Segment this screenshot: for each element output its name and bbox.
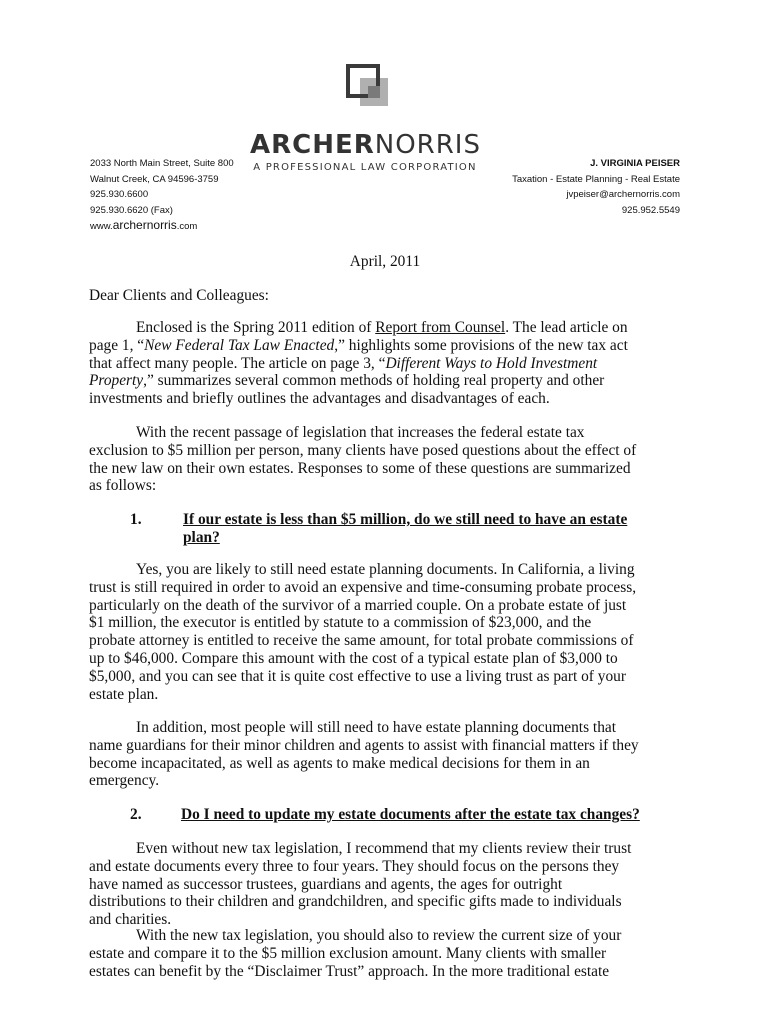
newsletter-title: Report from Counsel <box>375 319 506 336</box>
attorney-contact <box>512 156 680 218</box>
question-text-2: Do I need to update my estate documents after the estate tax changes? <box>181 806 640 823</box>
firm-address <box>90 156 234 235</box>
attorney-name: J. VIRGINIA PEISER <box>590 158 680 169</box>
firm-fax: 925.930.6620 (Fax) <box>90 204 173 216</box>
paragraph-answer-1a: Yes, you are likely to still need estate planning documents. In California, a living trust is still required in order to avoid an expensive and time-consuming probate process, particularly on the death of the survivor of a married couple. On a probate estate of just $1 million, the executor is entitled by statute to a commission of $23,000, and the probate attorney is entitled to receive the same amount, for total probate commissions of up to $46,000. Compare this amount with the cost of a typical estate plan of $3,000 to $5,000, and you can see that it is quite cost effective to use a living trust as part of your estate plan. <box>89 561 637 703</box>
salutation: Dear Clients and Colleagues: <box>89 287 269 304</box>
address-line-1: 2033 North Main Street, Suite 800 <box>90 158 234 169</box>
logo-square-icon <box>346 64 390 108</box>
paragraph-answer-1b: In addition, most people will still need to have estate planning documents that name guardians for their minor children and agents to assist with financial matters if they become incapacitated, as well as agents to make medical decisions for them in an emergency. <box>89 719 639 790</box>
attorney-practice: Taxation - Estate Planning - Real Estate <box>512 173 680 185</box>
article-title-2: Different Ways to Hold Investment Property <box>89 354 598 390</box>
attorney-phone: 925.952.5549 <box>621 204 680 216</box>
article-title-1: New Federal Tax Law Enacted <box>144 336 335 354</box>
address-line-2: Walnut Creek, CA 94596-3759 <box>90 173 219 185</box>
attorney-email[interactable]: jvpeiser@archernorris.com <box>566 189 680 200</box>
question-number-1: 1. <box>130 511 142 528</box>
firm-phone: 925.930.6600 <box>90 189 149 200</box>
logo-wordmark: ARCHERNORRIS <box>250 130 481 160</box>
letter-date: April, 2011 <box>349 253 421 270</box>
question-number-2: 2. <box>130 806 142 823</box>
logo-tagline: A PROFESSIONAL LAW CORPORATION <box>253 162 477 173</box>
firm-logo <box>250 56 480 186</box>
paragraph-context: With the recent passage of legislation that increases the federal estate tax exclusion to $5 million per person, many clients have posed questions about the effect of the new law on their own estates. Responses to some of these questions are summarized as follows: <box>89 424 637 495</box>
question-text-1: If our estate is less than $5 million, do we still need to have an estate plan? <box>183 511 628 546</box>
paragraph-answer-2b: With the new tax legislation, you should also to review the current size of your estate and compare it to the $5 million exclusion amount. Many clients with smaller estates can benefit by the “Disclaimer Trust” approach. In the more traditional estate <box>89 927 622 980</box>
paragraph-intro: Enclosed is the Spring 2011 edition of Report from Counsel. The lead article on page 1, “New Federal Tax Law Enacted,” highlights some provisions of the new tax act that affect many people. The article on page 3, “Different Ways to Hold Investment Property,” summarizes several common methods of holding real property and other investments and briefly outlines the advantages and disadvantages of each. <box>89 319 628 408</box>
firm-website[interactable]: www.archernorris.com <box>90 218 198 232</box>
paragraph-answer-2a: Even without new tax legislation, I recommend that my clients review their trust and estate documents every three to four years. They should focus on the persons they have named as successor trustees, guardians and agents, the ages for outright distributions to their children and grandchildren, and specific gifts made to individuals and charities. <box>89 840 632 929</box>
